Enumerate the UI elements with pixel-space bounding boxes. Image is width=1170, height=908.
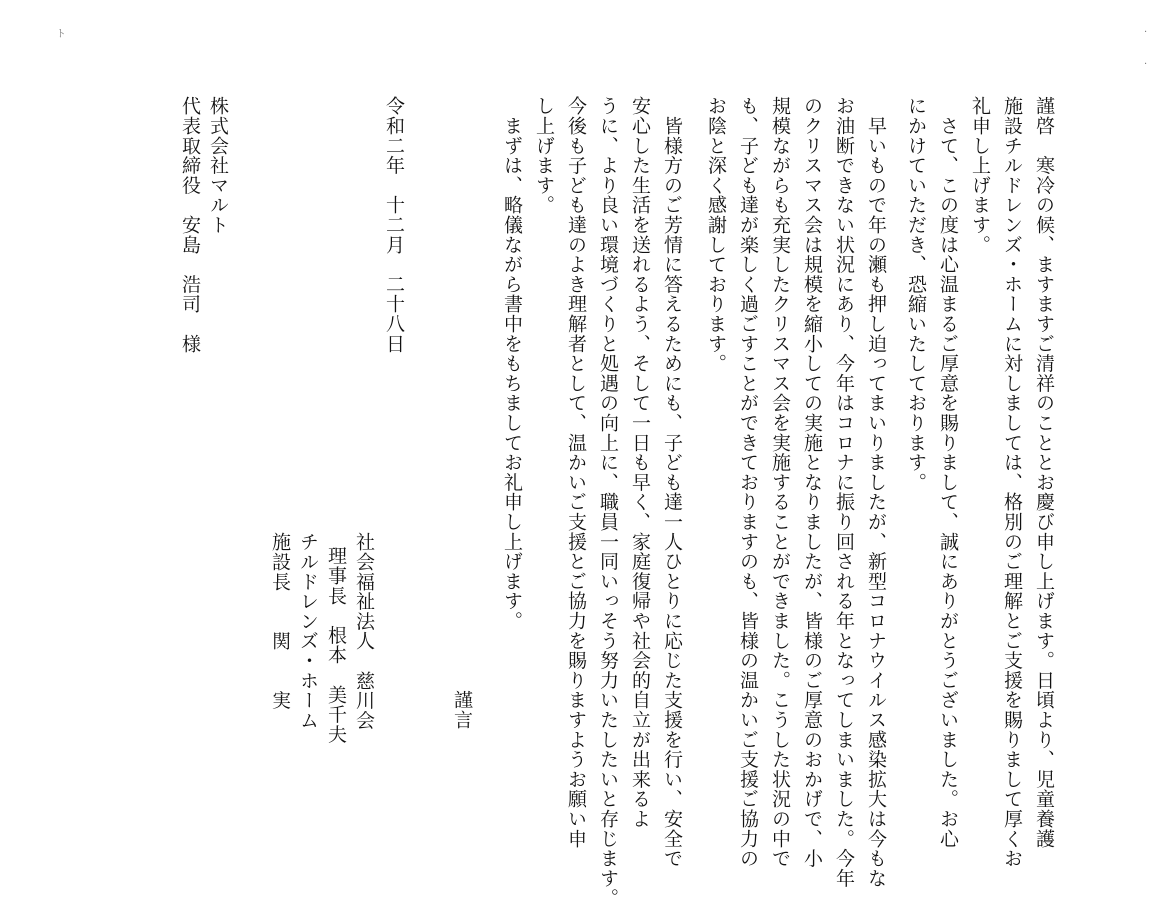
body-line: さて、この度は心温まるご厚意を賜りまして、誠にありがとうございました。お心 — [937, 96, 959, 849]
sender-facility: チルドレンズ・ホーム — [297, 532, 319, 730]
greeting-line: 謹啓 寒冷の候、ますますご清祥のこととお慶び申し上げます。日頃より、児童養護 — [1033, 96, 1055, 849]
sender-organization: 社会福祉法人 慈川会 — [353, 532, 375, 730]
body-line: まずは、略儀ながら書中をもちましてお礼申し上げます。 — [501, 96, 523, 631]
body-line: お油断できない状況にあり、今年はコロナに振り回される年となってしまいました。今年 — [833, 96, 855, 888]
body-line: 礼申し上げます。 — [969, 96, 991, 255]
body-line: 安心した生活を送れるよう、そして一日も早く、家庭復帰や社会的自立が出来るよ — [629, 96, 651, 829]
body-line: うに、より良い環境づくりと処遇の向上に、職員一同いっそう努力いたしたいと存じます。 — [597, 96, 619, 908]
sender-chairman: 理事長 根本 美千夫 — [325, 546, 347, 744]
body-line: 規模ながらも充実したクリスマス会を実施することができました。こうした状況の中で — [769, 96, 791, 869]
body-line: のクリスマス会は規模を縮小しての実施となりましたが、皆様のご厚意のおかげで、小 — [801, 96, 823, 869]
body-line: し上げます。 — [533, 96, 555, 215]
closing-kingen: 謹言 — [451, 690, 473, 730]
body-line: も、子ども達が楽しく過ごすことができておりますのも、皆様の温かいご支援ご協力の — [737, 96, 759, 869]
sender-director: 施設長 関 実 — [269, 532, 291, 711]
scan-speck: · — [1144, 59, 1148, 70]
body-line: 施設チルドレンズ・ホームに対しましては、格別のご理解とご支援を賜りまして厚くお — [1001, 96, 1023, 869]
scan-speck: · — [1144, 27, 1148, 38]
scan-mark: ト — [56, 29, 66, 40]
body-line: 早いもので年の瀬も押し迫ってまいりましたが、新型コロナウイルス感染拡大は今もな — [865, 96, 887, 888]
recipient-company: 株式会社マルト — [207, 96, 229, 235]
recipient-representative: 代表取締役 安島 浩司 様 — [179, 96, 201, 354]
body-line: 今後も子ども達のよき理解者として、温かいご支援とご協力を賜りますようお願い申 — [565, 96, 587, 849]
body-line: にかけていただき、恐縮いたしております。 — [905, 96, 927, 492]
letter-date: 令和二年 十二月 二十八日 — [383, 96, 405, 354]
body-line: お陰と深く感謝しております。 — [705, 96, 727, 374]
body-line: 皆様方のご芳情に答えるためにも、子ども達一人ひとりに応じた支援を行い、安全で — [661, 96, 683, 869]
